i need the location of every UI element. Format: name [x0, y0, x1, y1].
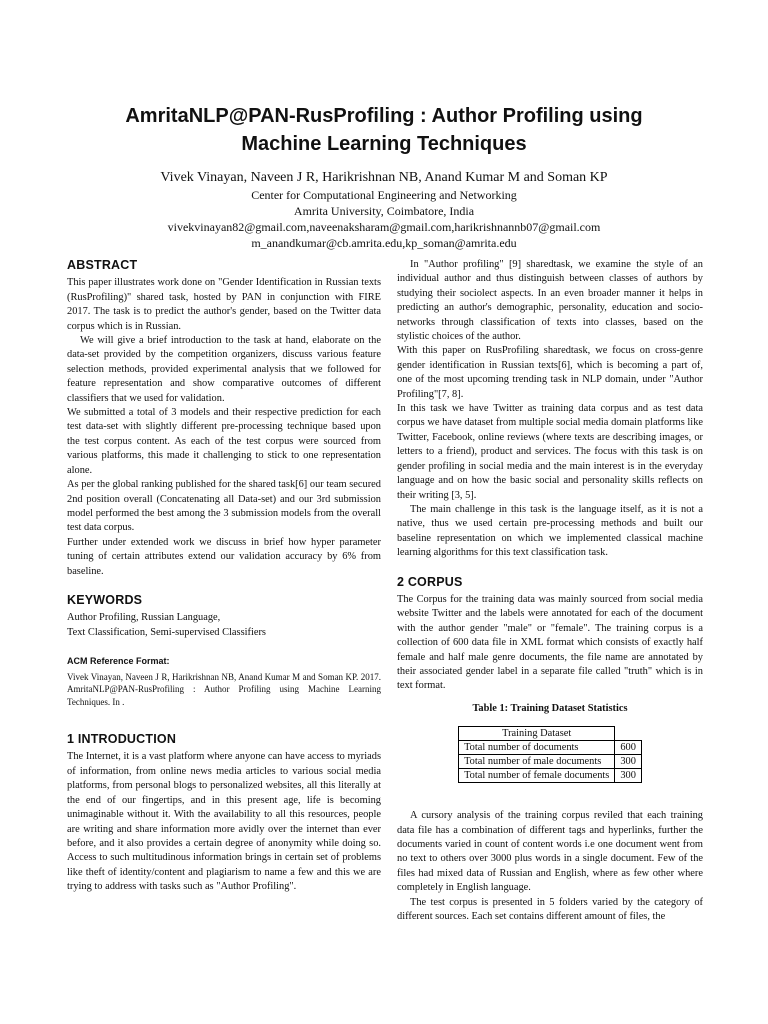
table-caption: Table 1: Training Dataset Statistics [472, 702, 628, 714]
profiling-paragraph-3: In this task we have Twitter as training data corpus and as test data corpus we have dataset from multiple social media domain platforms like Twitter, Facebook, online reviews (where texts are describing images, or letters to a friend), product and services. The focus with this task is on gender profiling in social media and the main interest is in the everyday language and on how the basic social and personality skills reflects on their writing [3, 5]. [397, 403, 703, 501]
table-row-label: Total number of documents [459, 741, 615, 755]
table-row [459, 755, 642, 769]
table-empty-cell [615, 727, 642, 741]
keywords-line-1: Author Profiling, Russian Language, [67, 612, 221, 624]
affiliation-emails-1: vivekvinayan82@gmail.com,naveenaksharam@gmail.com,harikrishnannb07@gmail.com [167, 220, 601, 234]
spacer [397, 783, 703, 809]
affiliation-emails-2: m_anandkumar@cb.amrita.edu,kp_soman@amrita.edu [251, 236, 517, 250]
profiling-paragraph-1: In "Author profiling" [9] sharedtask, we examine the style of an individual author and thus distinguish between classes of authors by studying their sociolect aspects. In an even broader manner it helps in predicting an author's demographic, personality, education and socio-networks through classification of texts into classes, based on the stylistic choices of the author. [397, 259, 703, 343]
spacer [397, 561, 703, 575]
table-row-label: Total number of female documents [459, 769, 615, 783]
table-row-value: 600 [615, 741, 642, 755]
keywords-line-2: Text Classification, Semi-supervised Classifiers [67, 626, 266, 638]
abstract-paragraph-2: We will give a brief introduction to the task at hand, elaborate on the data-set provided by the competition organizers, discuss various feature selection methods, provided experimental analysis that we followed for feature representation and show comparative outcomes of different classifiers that we used for validation. [67, 335, 381, 404]
spacer [67, 708, 381, 732]
introduction-heading: 1 INTRODUCTION [67, 732, 177, 747]
keywords-heading: KEYWORDS [67, 592, 143, 607]
corpus-heading: 2 CORPUS [397, 574, 463, 589]
author-list: Vivek Vinayan, Naveen J R, Harikrishnan NB, Anand Kumar M and Soman KP [160, 170, 608, 185]
table-row [459, 741, 642, 755]
spacer [67, 579, 381, 593]
affiliation-university: Amrita University, Coimbatore, India [293, 204, 475, 218]
left-column [67, 258, 381, 895]
table-header-cell: Training Dataset [459, 727, 615, 741]
corpus-paragraph-3: The test corpus is presented in 5 folders varied by the category of different sources. Each set contains different amount of files, the [397, 896, 703, 923]
training-dataset-table [458, 726, 642, 783]
table-row-value: 300 [615, 755, 642, 769]
right-column [397, 258, 703, 924]
abstract-heading: ABSTRACT [67, 258, 138, 272]
acm-reference-heading: ACM Reference Format: [67, 656, 170, 667]
table-row-label: Total number of male documents [459, 755, 615, 769]
acm-reference-text: Vivek Vinayan, Naveen J R, Harikrishnan NB, Anand Kumar M and Soman KP. 2017. AmritaNLP@PAN-RusProfiling : Author Profiling using Machine Learning Techniques. In . [67, 671, 381, 707]
profiling-paragraph-4: The main challenge in this task is the language itself, as it is not a native, thus we used certain pre-processing methods and built our baseline representation on which we implemented classical machine learning algorithms for this text classification task. [397, 503, 703, 559]
abstract-paragraph-3: We submitted a total of 3 models and their respective prediction for each test data-set with slightly different pre-processing technique based upon the test corpus content. As each of the test corpus were sourced from various platforms, this made it challenging to stick to one representation alone. [67, 407, 381, 476]
profiling-paragraph-2: With this paper on RusProfiling sharedtask, we focus on cross-genre gender identification in Russian texts[6], which is becoming a part of, one of the most upcoming trending task in NLP domain, under "Author Profiling"[7, 8]. [397, 345, 703, 400]
corpus-paragraph-2: A cursory analysis of the training corpus reviled that each training data file has a combination of different tags and hyperlinks, further the documents varied in count of content words i.e one document went from no text to others over 3000 plus words in a single document. Few of the files had mixed data of Russian and English, where as few other where completely in English language. [397, 810, 703, 894]
abstract-paragraph-5: Further under extended work we discuss in brief how hyper parameter tuning of certain attributes extend our validation accuracy by 6% from baseline. [67, 536, 381, 577]
introduction-paragraph-1: The Internet, it is a vast platform where anyone can have access to myriads of information, from online news media articles to various social media platforms, from personal blogs to personalized websites, all this literally at the end of our fingertips, and in this present age, life is becoming unimaginable without it. With the availability to all this resources, people are writing and share information more avidly over the internet than ever before, and it also provides a certain degree of anonymity while doing so. Access to such multitudinous information brings in certain set of problems like theft of identity/content and plagiarism to name a few and this we are trying to address with tasks such as "Author Profiling". [67, 751, 381, 893]
affiliation-center: Center for Computational Engineering and Networking [251, 188, 517, 202]
abstract-paragraph-4: As per the global ranking published for the shared task[6] our team secured 2nd position overall (Concatenating all Data-set) and our 3rd submission model performed the best among the 3 submission models from the overall test data corpus. [67, 479, 381, 534]
corpus-paragraph-1: The Corpus for the training data was mainly sourced from social media website Twitter and the labels were annotated for each of the document with the author gender "male" or "female". The training corpus is a collection of 600 data file in XML format which consists of exactly half female and half male genre documents, the file name are annotated by their associated gender label in a separate file called "truth" which is in text format. [397, 593, 703, 692]
paper-title [60, 102, 708, 158]
table-header-row [459, 727, 642, 741]
title-line-2: Machine Learning Techniques [241, 133, 527, 155]
title-line-1: AmritaNLP@PAN-RusProfiling : Author Profiling using [125, 105, 643, 127]
abstract-paragraph-1: This paper illustrates work done on "Gender Identification in Russian texts (RusProfiling)" shared task, hosted by PAN in conjunction with FIRE 2017. The task is to predict the author's gender, based on the Twitter data corpus which is in Russian. [67, 277, 381, 332]
spacer [67, 640, 381, 654]
table-row [459, 769, 642, 783]
table-row-value: 300 [615, 769, 642, 783]
